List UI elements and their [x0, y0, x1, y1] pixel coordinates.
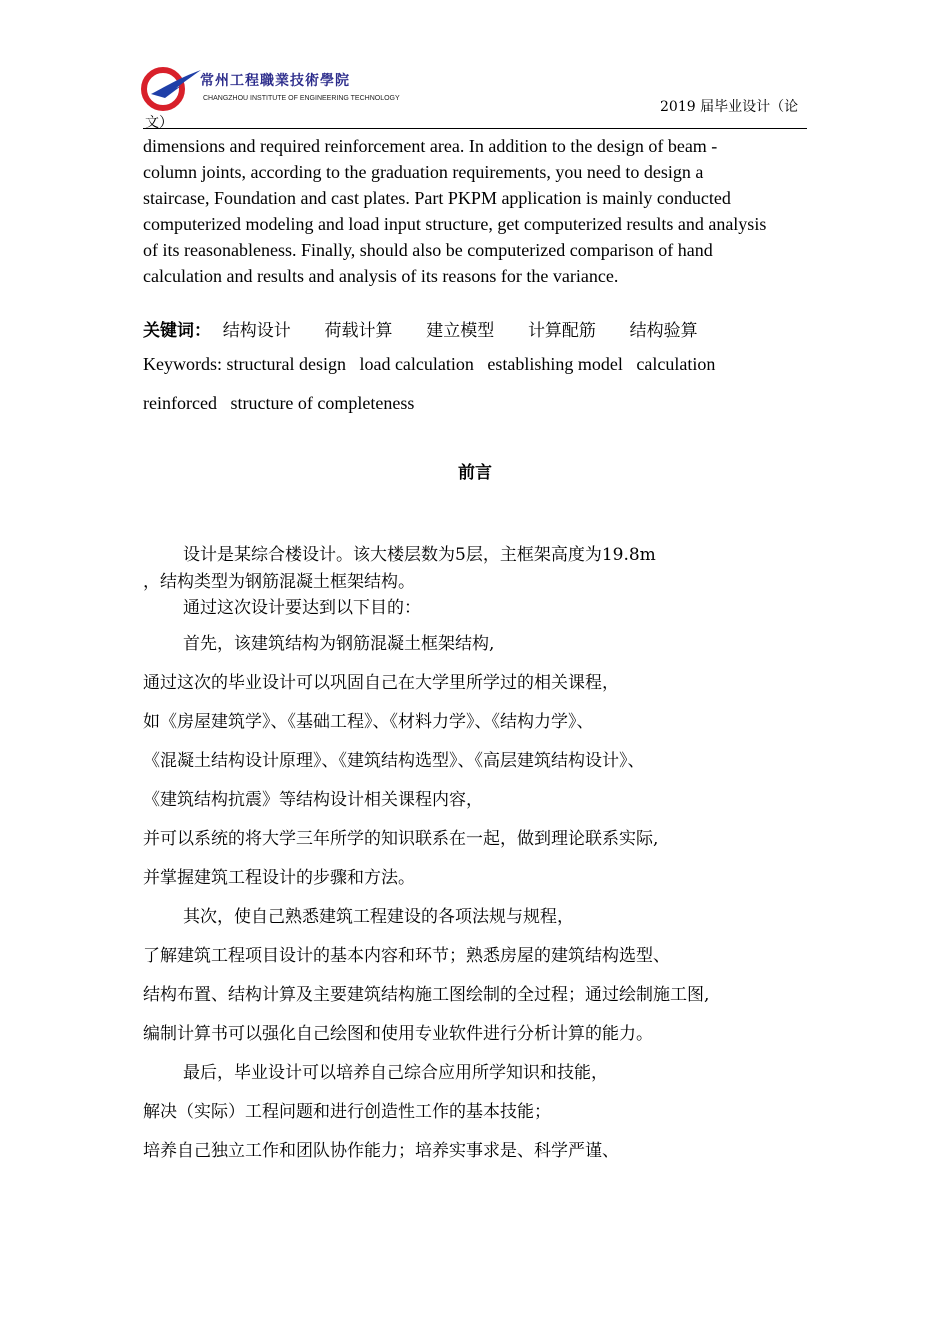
body-line: 如《房屋建筑学》、《基础工程》、《材料力学》、《结构力学》、 — [143, 712, 594, 732]
body-line: 首先，该建筑结构为钢筋混凝土框架结构, — [183, 634, 495, 654]
keyword-term: 结构设计 — [222, 321, 291, 341]
body-line: 培养自己独立工作和团队协作能力；培养实事求是、科学严谨、 — [143, 1141, 619, 1161]
body-line: 编制计算书可以强化自己绘图和使用专业软件进行分析计算的能力。 — [143, 1024, 653, 1044]
body-line: ，结构类型为钢筋混凝土框架结构。 — [143, 572, 415, 592]
abstract-line: computerized modeling and load input structure, get computerized results and analysis — [143, 214, 767, 234]
keyword-term: 建立模型 — [426, 321, 495, 341]
body-line: 结构布置、结构计算及主要建筑结构施工图绘制的全过程；通过绘制施工图, — [143, 985, 710, 1005]
abstract-line: staircase, Foundation and cast plates. Part PKPM application is mainly conducted — [143, 188, 731, 208]
body-line: 通过这次的毕业设计可以巩固自己在大学里所学过的相关课程， — [143, 673, 619, 693]
keyword-term: 荷载计算 — [324, 321, 393, 341]
header-title-continuation: 文） — [145, 115, 173, 131]
section-title: 前言 — [458, 463, 492, 483]
header-year-title: 2019 届毕业设计（论 — [660, 99, 799, 115]
keyword-term: 结构验算 — [629, 321, 698, 341]
body-line: 《混凝土结构设计原理》、《建筑结构选型》、《高层建筑结构设计》、 — [143, 751, 645, 771]
body-line: 设计是某综合楼设计。该大楼层数为5层，主框架高度为19.8m — [183, 545, 656, 565]
body-line: 了解建筑工程项目设计的基本内容和环节；熟悉房屋的建筑结构选型、 — [143, 946, 670, 966]
body-line: 《建筑结构抗震》等结构设计相关课程内容， — [143, 790, 483, 810]
keywords-en-line: Keywords: structural design load calculation establishing model calculation — [143, 354, 716, 374]
body-line: 其次，使自己熟悉建筑工程建设的各项法规与规程， — [183, 907, 574, 927]
body-line: 并掌握建筑工程设计的步骤和方法。 — [143, 868, 415, 888]
body-line: 解决（实际）工程问题和进行创造性工作的基本技能； — [143, 1102, 551, 1122]
body-line: 最后，毕业设计可以培养自己综合应用所学知识和技能， — [183, 1063, 608, 1083]
keywords-en-line: reinforced structure of completeness — [143, 393, 415, 413]
keywords-cn-label: 关键词： — [143, 321, 211, 341]
body-line: 并可以系统的将大学三年所学的知识联系在一起，做到理论联系实际, — [143, 829, 659, 849]
keyword-term: 计算配筋 — [527, 321, 596, 341]
school-logo — [141, 64, 203, 112]
header-rule — [143, 128, 807, 129]
abstract-line: of its reasonableness. Finally, should also be computerized comparison of hand — [143, 240, 713, 260]
keywords-cn — [143, 316, 698, 341]
abstract-line: dimensions and required reinforcement area. In addition to the design of beam - — [143, 136, 718, 156]
abstract-line: calculation and results and analysis of its reasons for the variance. — [143, 266, 619, 286]
logo-chinese-name: 常州工程職業技術學院 — [200, 73, 350, 89]
body-line: 通过这次设计要达到以下目的： — [183, 598, 421, 618]
abstract-line: column joints, according to the graduation requirements, you need to design a — [143, 162, 704, 182]
logo-english-name: CHANGZHOU INSTITUTE OF ENGINEERING TECHNOLOGY — [203, 95, 400, 102]
